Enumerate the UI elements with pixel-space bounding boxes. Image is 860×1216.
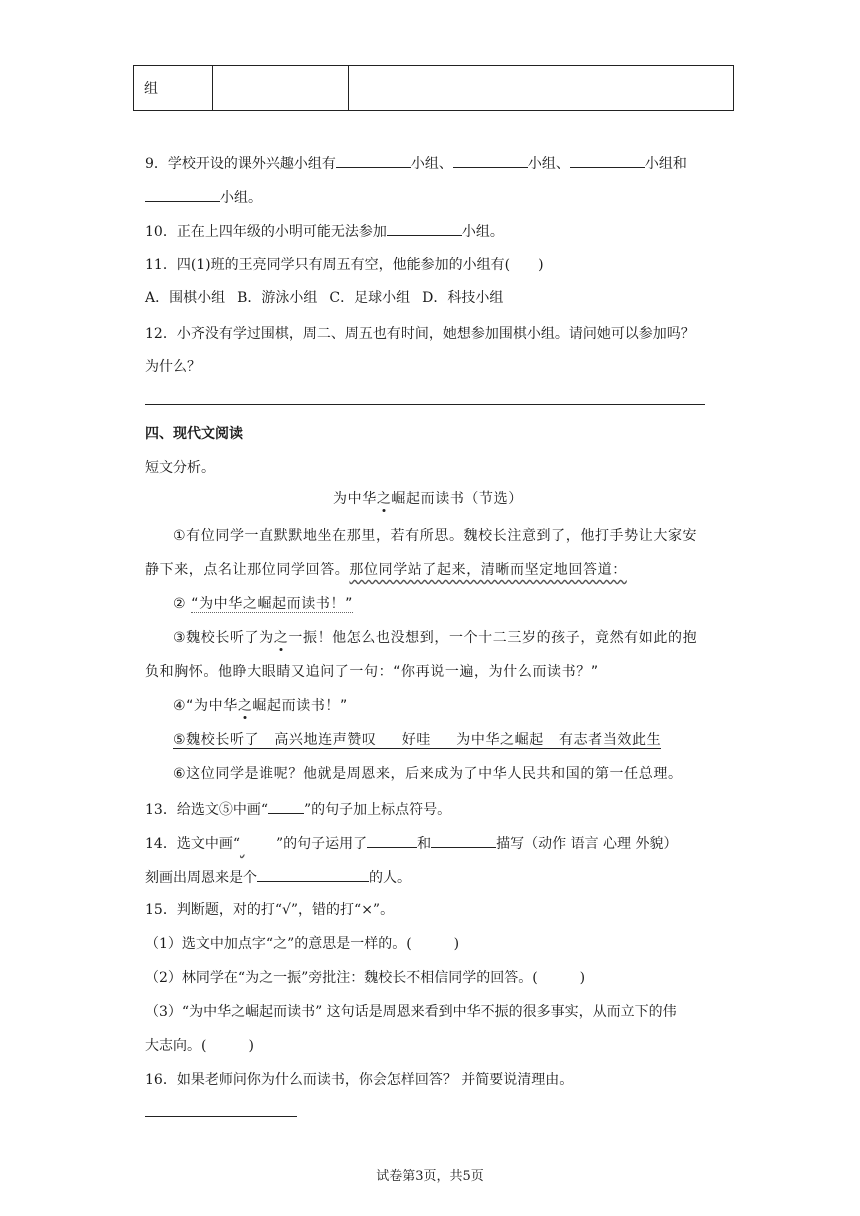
answer-line[interactable] <box>145 1116 297 1117</box>
question-15-item3-line2: 大志向。( ) <box>145 1038 254 1054</box>
answer-blank[interactable] <box>336 152 411 168</box>
question-10: 10．正在上四年级的小明可能无法参加 小组。 <box>145 220 504 242</box>
underlined-sentence: ⑤魏校长听了 高兴地连声赞叹 好哇 为中华之崛起 有志者当效此生 <box>173 732 662 748</box>
question-12: 12．小齐没有学过围棋，周二、周五也有时间，她想参加围棋小组。请问她可以参加吗？ <box>145 326 695 342</box>
question-16: 16．如果老师问你为什么而读书，你会怎样回答？ 并简要说清理由。 <box>145 1072 574 1088</box>
question-15-item2: （2）林同学在“为之一振”旁批注：魏校长不相信同学的回答。( ) <box>145 970 586 986</box>
paragraph-4: ④“为中华之崛起而读书！” <box>173 698 348 714</box>
paragraph-1: ①有位同学一直默默地坐在那里，若有所思。魏校长注意到了，他打手势让大家安 <box>173 528 698 544</box>
question-15-item1: （1）选文中加点字“之”的意思是一样的。( ) <box>145 936 460 952</box>
answer-blank[interactable] <box>570 152 645 168</box>
answer-blank[interactable] <box>367 832 417 848</box>
option-a[interactable]: A．围棋小组 <box>145 290 226 306</box>
answer-blank[interactable] <box>145 186 220 202</box>
answer-blank[interactable] <box>431 832 496 848</box>
question-14: 14．选文中画“ ”的句子运用了 和 描写（动作 语言 心理 外貌） <box>145 832 678 854</box>
option-b[interactable]: B．游泳小组 <box>237 290 318 306</box>
table-cell <box>213 66 349 111</box>
question-11: 11．四(1)班的王亮同学只有周五有空，他能参加的小组有( ) <box>145 257 544 273</box>
page-footer: 试卷第3页，共5页 <box>376 1169 484 1184</box>
option-d[interactable]: D．科技小组 <box>422 290 504 306</box>
paragraph-5 <box>173 730 661 750</box>
option-c[interactable]: C．足球小组 <box>329 290 411 306</box>
table-cell <box>349 66 734 111</box>
question-13: 13．给选文⑤中画“ ”的句子加上标点符号。 <box>145 798 451 820</box>
question-12-line2: 为什么？ <box>145 359 201 375</box>
section-title: 四、现代文阅读 <box>145 426 243 442</box>
answer-line[interactable] <box>145 404 705 405</box>
question-9-line2: 小组。 <box>145 186 262 208</box>
paragraph-2: ② “为中华之崛起而读书！” <box>173 596 353 612</box>
section-intro: 短文分析。 <box>145 460 215 476</box>
question-15-item3: （3）“为中华之崛起而读书” 这句话是周恩来看到中华不振的很多事实，从而立下的伟 <box>145 1004 677 1020</box>
underline-sample <box>268 798 304 814</box>
paragraph-3: ③魏校长听了为之一振！他怎么也没想到，一个十二三岁的孩子，竟然有如此的抱 <box>173 630 698 646</box>
answer-blank[interactable] <box>453 152 528 168</box>
question-15: 15．判断题，对的打“√”，错的打“×”。 <box>145 902 395 918</box>
question-9: 9．学校开设的课外兴趣小组有 小组、 小组、 小组和 <box>145 152 687 174</box>
paragraph-6: ⑥这位同学是谁呢？他就是周恩来，后来成为了中华人民共和国的第一任总理。 <box>173 766 683 782</box>
top-table <box>133 65 734 111</box>
question-14-line2: 刻画出周恩来是个 的人。 <box>145 866 411 888</box>
paragraph-3-line2: 负和胸怀。他睁大眼睛又追问了一句：“你再说一遍，为什么而读书？” <box>145 664 599 680</box>
answer-blank[interactable] <box>257 866 369 882</box>
question-11-options <box>145 288 503 308</box>
answer-blank[interactable] <box>387 220 462 236</box>
wavy-sample <box>240 834 276 854</box>
paragraph-1-line2: 静下来，点名让那位同学回答。那位同学站了起来，清晰而坚定地回答道： <box>145 562 627 578</box>
passage-title: 为中华之崛起而读书（节选） <box>333 491 523 507</box>
table-cell: 组 <box>134 66 213 111</box>
